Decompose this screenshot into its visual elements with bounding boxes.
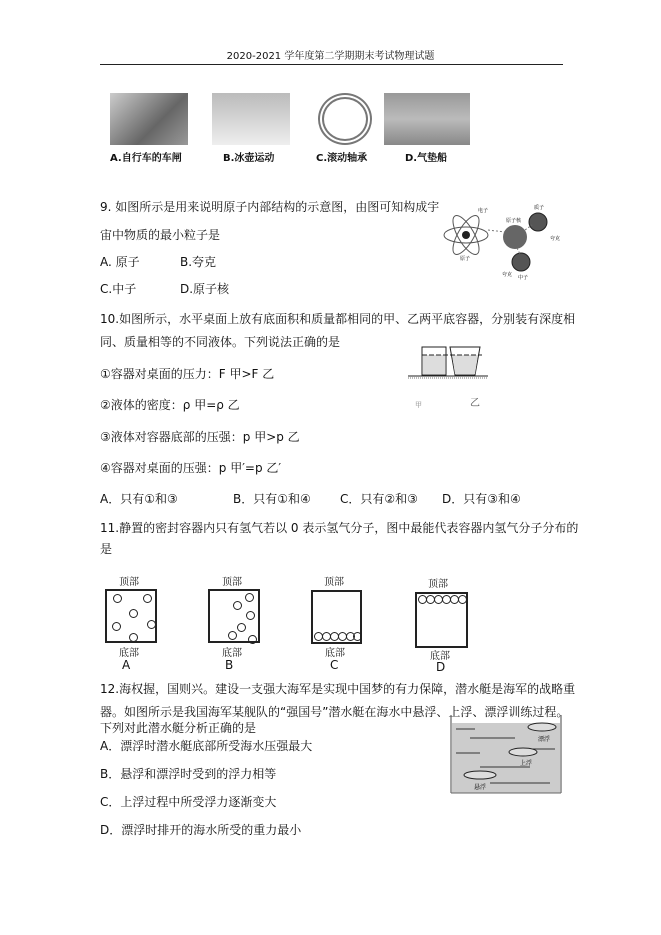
atom-structure-diagram <box>440 200 565 280</box>
container-label-yi: 乙 <box>470 398 480 409</box>
bottom-label: 底部 <box>222 648 242 659</box>
q12-option-c: C．上浮过程中所受浮力逐渐变大 <box>100 795 277 809</box>
option-letter-c: C <box>330 658 339 672</box>
diagram-label: 电子 <box>478 208 489 214</box>
q12-text: 12.海权握，国则兴。建设一支强大海军是实现中国梦的有力保障，潜水艇是海军的战略重 <box>100 682 576 696</box>
option-letter-a: A <box>122 658 131 672</box>
bottom-label: 底部 <box>430 651 450 662</box>
option-letter-b: B <box>225 658 234 672</box>
curling-image <box>212 93 290 145</box>
q9-text-2: 宙中物质的最小粒子是 <box>100 228 221 242</box>
q10-text-2: 同、质量相等的不同液体。下列说法正确的是 <box>100 335 341 349</box>
q10-text: 10.如图所示，水平桌面上放有底面积和质量都相同的甲、乙两平底容器，分别装有深度相 <box>100 312 576 326</box>
container-c <box>311 590 362 644</box>
q12-option-b: B．悬浮和漂浮时受到的浮力相等 <box>100 767 277 781</box>
statement-3: ③液体对容器底部的压强：p 甲>p 乙 <box>100 430 300 444</box>
diagram-label: 悬浮 <box>474 784 487 791</box>
q9-option-a: A. 原子 <box>100 255 140 269</box>
top-label: 顶部 <box>119 577 139 588</box>
bottom-label: 底部 <box>119 648 139 659</box>
container-b <box>208 589 260 643</box>
diagram-label: 上浮 <box>520 760 533 767</box>
q9-text: 9. 如图所示是用来说明原子内部结构的示意图，由图可知构成宇 <box>100 200 440 214</box>
container-a <box>105 589 157 643</box>
q11-text: 11.静置的密封容器内只有氢气若以 0 表示氢气分子，图中最能代表容器内氢气分子分布的 <box>100 521 579 535</box>
container-d <box>415 592 468 648</box>
q12-option-d: D．漂浮时排开的海水所受的重力最小 <box>100 823 302 837</box>
submarine-diagram <box>450 715 562 795</box>
bottom-label: 底部 <box>325 648 345 659</box>
bearing-image <box>318 93 372 145</box>
q9-option-d: D.原子核 <box>180 282 230 296</box>
statement-2: ②液体的密度：ρ 甲=ρ 乙 <box>100 398 240 412</box>
q10-option-d: D．只有③和④ <box>442 492 521 506</box>
q12-text-3: 下列对此潜水艇分析正确的是 <box>100 721 257 735</box>
top-label: 顶部 <box>222 577 242 588</box>
diagram-label: 夸克 <box>502 272 513 278</box>
q10-option-a: A．只有①和③ <box>100 492 178 506</box>
statement-4: ④容器对桌面的压强：p 甲′=p 乙′ <box>100 461 282 475</box>
top-label: 顶部 <box>324 577 344 588</box>
option-letter-d: D <box>436 660 446 674</box>
caption-a: A.自行车的车闸 <box>110 153 182 164</box>
bike-brake-image <box>110 93 188 145</box>
diagram-label: 中子 <box>518 275 529 280</box>
q9-option-b: B.夸克 <box>180 255 217 269</box>
hovercraft-image <box>384 93 470 145</box>
statement-1: ①容器对桌面的压力：F 甲>F 乙 <box>100 367 275 381</box>
q9-option-c: C.中子 <box>100 282 137 296</box>
q10-option-b: B．只有①和④ <box>233 492 311 506</box>
q12-option-a: A．漂浮时潜水艇底部所受海水压强最大 <box>100 739 313 753</box>
q11-text-2: 是 <box>100 542 113 556</box>
page-header: 2020-2021 学年度第二学期期末考试物理试题 <box>226 51 435 62</box>
diagram-label: 漂浮 <box>538 736 551 743</box>
diagram-label: 原子 <box>460 256 471 262</box>
diagram-label: 夸克 <box>550 236 561 242</box>
header-rule <box>100 64 563 65</box>
q12-text-2: 器。如图所示是我国海军某舰队的“强国号”潜水艇在海水中悬浮、上浮、漂浮训练过程。 <box>100 705 569 719</box>
containers-diagram <box>398 345 493 381</box>
caption-b: B.冰壶运动 <box>223 153 275 164</box>
container-label-jia: 甲 <box>415 401 422 409</box>
caption-c: C.滚动轴承 <box>316 153 368 164</box>
diagram-label: 质子 <box>534 205 545 211</box>
q10-option-c: C．只有②和③ <box>340 492 418 506</box>
top-label: 顶部 <box>428 579 448 590</box>
diagram-label: 原子核 <box>506 218 522 224</box>
caption-d: D.气垫船 <box>405 153 448 164</box>
